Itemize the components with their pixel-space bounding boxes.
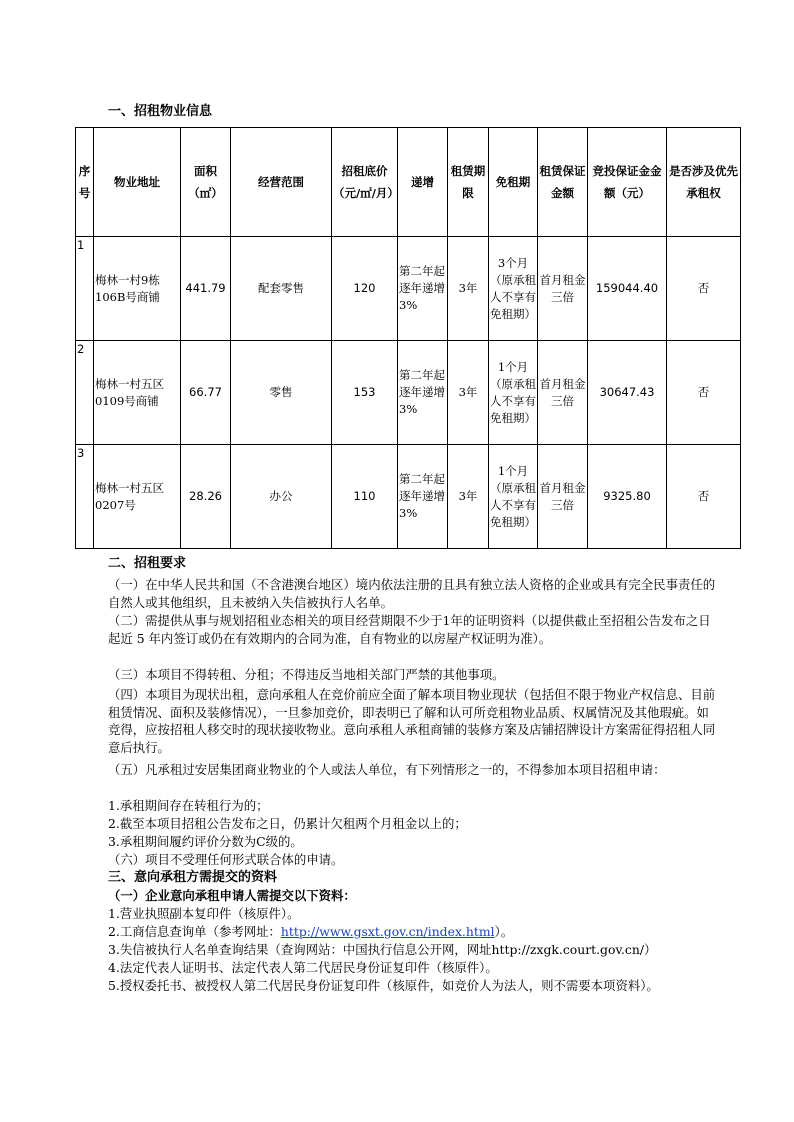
section-title-property-info: 一、招租物业信息: [108, 104, 213, 119]
section-title-materials: 三、意向承租方需提交的资料: [108, 870, 278, 885]
cell-priority: 否: [667, 341, 741, 445]
cell-area: 441.79: [181, 237, 231, 341]
table-row: [76, 341, 741, 445]
header-free: 免租期: [489, 128, 538, 237]
req-list-item-2: 2.截至本项目招租公告发布之日，仍累计欠租两个月租金以上的；: [108, 816, 467, 831]
header-deposit: 租赁保证金额: [538, 128, 588, 237]
table-row: [76, 445, 741, 549]
header-priority: 是否涉及优先承租权: [667, 128, 741, 237]
doc-item-1: 1.营业执照副本复印件（核原件）。: [108, 906, 300, 921]
cell-bid-deposit: 30647.43: [588, 341, 667, 445]
cell-address: 梅林一村五区0207号: [94, 445, 181, 549]
cell-increase: 第二年起逐年递增3%: [398, 445, 448, 549]
cell-no: 1: [76, 237, 94, 341]
req-paragraph-1: （一）在中华人民共和国（不含港澳台地区）境内依法注册的且具有独立法人资格的企业或具有完全民事责任的自然人或其他组织，且未被纳入失信被执行人名单。: [108, 577, 716, 610]
doc-item-2: [108, 923, 720, 941]
cell-price: 110: [332, 445, 398, 549]
cell-address: 梅林一村五区0109号商铺: [94, 341, 181, 445]
cell-no: 3: [76, 445, 94, 549]
cell-no: 2: [76, 341, 94, 445]
req-paragraph-6: （六）项目不受理任何形式联合体的申请。: [108, 852, 344, 867]
table-row: [76, 237, 741, 341]
property-table: [75, 127, 741, 549]
gsxt-link[interactable]: http://www.gsxt.gov.cn/index.html: [280, 924, 495, 939]
req-paragraph-4: （四）本项目为现状出租，意向承租人在竞价前应全面了解本项目物业现状（包括但不限于物业产权信息、目前租赁情况、面积及装修情况），一旦参加竞价，即表明已了解和认可所竞租物业品质、权属情况及其他瑕疵。如竞得，应按招租人移交时的现状接收物业。意向承租人承租商铺的装修方案及店铺招牌设计方案需征得招租人同意后执行。: [108, 687, 716, 756]
cell-term: 3年: [448, 237, 489, 341]
header-increase: 递增: [398, 128, 448, 237]
doc-item-2-suffix: ）。: [494, 924, 514, 939]
req-paragraph-3: （三）本项目不得转租、分租；不得违反当地相关部门严禁的其他事项。: [108, 667, 505, 682]
header-bid-deposit: 竞投保证金金额（元）: [588, 128, 667, 237]
cell-term: 3年: [448, 341, 489, 445]
cell-increase: 第二年起逐年递增3%: [398, 237, 448, 341]
table-header-row: [76, 128, 741, 237]
cell-deposit: 首月租金三倍: [538, 237, 588, 341]
cell-area: 66.77: [181, 341, 231, 445]
header-price: 招租底价（元/㎡/月）: [332, 128, 398, 237]
cell-free: 1个月（原承租人不享有免租期）: [489, 341, 538, 445]
doc-item-2-prefix: 2.工商信息查询单（参考网址：: [108, 924, 281, 939]
req-list-item-1: 1.承租期间存在转租行为的；: [108, 798, 269, 813]
cell-free: 3个月（原承租人不享有免租期）: [489, 237, 538, 341]
cell-address: 梅林一村9栋106B号商铺: [94, 237, 181, 341]
cell-scope: 零售: [231, 341, 332, 445]
cell-bid-deposit: 9325.80: [588, 445, 667, 549]
subsection-title-enterprise: （一）企业意向承租申请人需提交以下资料：: [108, 888, 356, 903]
cell-term: 3年: [448, 445, 489, 549]
header-area: 面积（㎡）: [181, 128, 231, 237]
cell-price: 153: [332, 341, 398, 445]
req-list-item-3: 3.承租期间履约评价分数为C级的。: [108, 834, 303, 849]
cell-deposit: 首月租金三倍: [538, 341, 588, 445]
cell-scope: 办公: [231, 445, 332, 549]
doc-item-4: 4.法定代表人证明书、法定代表人第二代居民身份证复印件（核原件）。: [108, 960, 498, 975]
header-scope: 经营范围: [231, 128, 332, 237]
header-term: 租赁期限: [448, 128, 489, 237]
req-paragraph-5: （五）凡承租过安居集团商业物业的个人或法人单位，有下列情形之一的，不得参加本项目招租申请：: [108, 762, 666, 777]
cell-bid-deposit: 159044.40: [588, 237, 667, 341]
header-address: 物业地址: [94, 128, 181, 237]
header-no: 序号: [76, 128, 94, 237]
cell-increase: 第二年起逐年递增3%: [398, 341, 448, 445]
cell-scope: 配套零售: [231, 237, 332, 341]
cell-area: 28.26: [181, 445, 231, 549]
cell-priority: 否: [667, 445, 741, 549]
doc-item-3: 3.失信被执行人名单查询结果（查询网站：中国执行信息公开网，网址http://zxgk.court.gov.cn/）: [108, 942, 657, 957]
cell-price: 120: [332, 237, 398, 341]
req-paragraph-2: （二）需提供从事与规划招租业态相关的项目经营期限不少于1年的证明资料（以提供截止至招租公告发布之日起近 5 年内签订或仍在有效期内的合同为准，自有物业的以房屋产权证明为准）。: [108, 613, 711, 646]
doc-item-5: 5.授权委托书、被授权人第二代居民身份证复印件（核原件，如竞价人为法人，则不需要本项资料）。: [108, 978, 659, 993]
cell-deposit: 首月租金三倍: [538, 445, 588, 549]
cell-free: 1个月（原承租人不享有免租期）: [489, 445, 538, 549]
cell-priority: 否: [667, 237, 741, 341]
section-title-requirements: 二、招租要求: [108, 556, 187, 571]
